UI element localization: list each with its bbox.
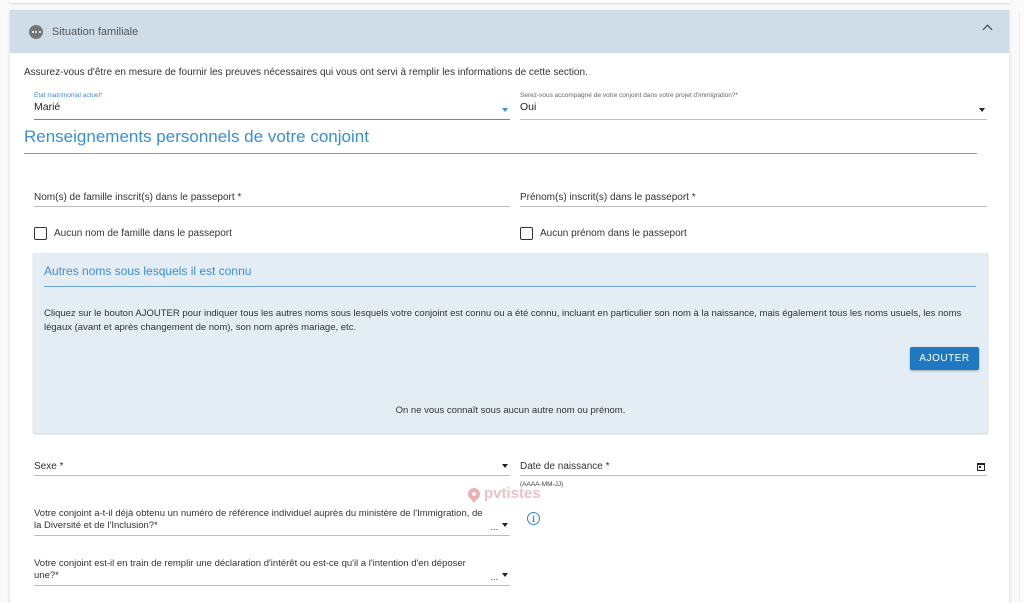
page-scroll-rail [1019, 10, 1020, 603]
no-last-name-checkbox[interactable] [34, 227, 47, 240]
no-first-name-label: Aucun prénom dans le passeport [540, 228, 687, 239]
no-last-name-label: Aucun nom de famille dans le passeport [54, 228, 232, 239]
birth-date-input[interactable] [520, 455, 987, 476]
birth-date-label: Date de naissance * [520, 461, 610, 472]
watermark-text: pvtistes [484, 485, 541, 502]
add-button[interactable]: AJOUTER [910, 347, 979, 370]
reference-number-select[interactable] [34, 503, 510, 536]
calendar-icon[interactable] [977, 463, 985, 471]
info-icon[interactable]: i [527, 512, 540, 525]
last-name-input[interactable] [34, 184, 510, 207]
marital-status-value: Marié [34, 101, 61, 113]
spouse-section-heading: Renseignements personnels de votre conjoint [24, 127, 977, 154]
declaration-select[interactable] [34, 554, 510, 586]
marital-status-label: État matrimonial actuel* [34, 92, 103, 99]
declaration-value: ... [490, 572, 498, 582]
other-names-panel [33, 253, 988, 433]
marital-status-select[interactable] [34, 92, 510, 120]
watermark [468, 485, 541, 502]
other-names-heading: Autres noms sous lesquels il est connu [44, 264, 976, 287]
no-first-name-option[interactable] [520, 227, 687, 240]
panel-header[interactable] [10, 10, 1009, 53]
dropdown-caret-icon [502, 108, 508, 112]
chevron-up-icon[interactable] [983, 25, 993, 35]
accompanied-select[interactable] [520, 92, 987, 120]
no-first-name-checkbox[interactable] [520, 227, 533, 240]
dropdown-caret-icon [502, 523, 508, 527]
reference-number-label: Votre conjoint a-t-il déjà obtenu un numéro de référence individuel auprès du ministère de l'Immigration, de la Diversité et de l'Inclusion?* [34, 508, 483, 531]
accompanied-label: Serez-vous accompagné de votre conjoint dans votre projet d'immigration?* [520, 92, 739, 99]
no-last-name-option[interactable] [34, 227, 232, 240]
last-name-label: Nom(s) de famille inscrit(s) dans le passeport * [34, 192, 242, 203]
sex-select[interactable] [34, 455, 510, 476]
reference-number-value: ... [490, 522, 498, 532]
accompanied-value: Oui [520, 101, 537, 113]
first-name-input[interactable] [520, 184, 987, 207]
location-pin-icon [466, 485, 483, 502]
dropdown-caret-icon [502, 464, 508, 468]
more-dots-icon [29, 25, 43, 39]
other-names-description: Cliquez sur le bouton AJOUTER pour indiquer tous les autres noms sous lesquels votre conjoint est connu ou a été connu, incluant en particulier son nom à la naissance, mais également tous les noms usuels, les noms légaux (avant et après changement de nom), son nom après mariage, etc. [44, 308, 962, 333]
first-name-label: Prénom(s) inscrit(s) dans le passeport * [520, 192, 696, 203]
dropdown-caret-icon [979, 108, 985, 112]
intro-text: Assurez-vous d'être en mesure de fournir les preuves nécessaires qui vous ont servi à remplir les informations de cette section. [24, 67, 588, 78]
previous-panel-edge [10, 0, 1010, 3]
sex-label: Sexe * [34, 461, 64, 472]
dropdown-caret-icon [502, 573, 508, 577]
other-names-empty-message: On ne vous connaît sous aucun autre nom ou prénom. [395, 405, 626, 416]
birth-date-hint: (AAAA-MM-JJ) [520, 481, 564, 488]
declaration-label: Votre conjoint est-il en train de remplir une déclaration d'intérêt ou est-ce qu'il a l'intention d'en déposer une?* [34, 558, 466, 581]
panel-title: Situation familiale [52, 25, 139, 38]
